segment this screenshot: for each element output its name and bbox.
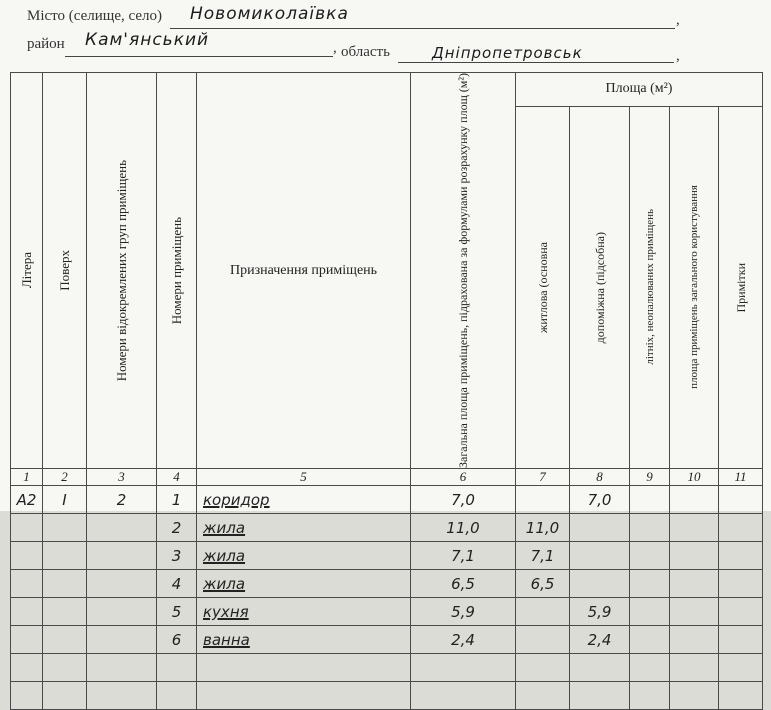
room-number-cell: 4	[157, 570, 197, 598]
litera-cell	[11, 598, 43, 626]
common-area-cell	[670, 542, 719, 570]
table-row	[11, 626, 763, 654]
floor-cell	[43, 598, 87, 626]
purpose-cell: коридор	[197, 486, 411, 514]
living-area-cell	[516, 682, 570, 710]
locality-value: Новомиколаївка	[190, 4, 349, 24]
living-area-cell	[516, 626, 570, 654]
floor-cell	[43, 542, 87, 570]
floor-cell	[43, 626, 87, 654]
floor-cell	[43, 654, 87, 682]
col-header-group-numbers: Номери відокремлених груп приміщень	[87, 73, 157, 469]
common-area-cell	[670, 486, 719, 514]
table-row	[11, 654, 763, 682]
summer-area-cell	[630, 654, 670, 682]
table-row	[11, 570, 763, 598]
common-area-cell	[670, 682, 719, 710]
floor-cell	[43, 514, 87, 542]
purpose-cell: жила	[197, 570, 411, 598]
living-area-cell	[516, 486, 570, 514]
notes-cell	[719, 682, 763, 710]
group-cell	[87, 682, 157, 710]
table-row	[11, 682, 763, 710]
common-area-cell	[670, 598, 719, 626]
litera-cell	[11, 514, 43, 542]
purpose-cell	[197, 682, 411, 710]
region-label: область	[341, 44, 390, 60]
locality-label: Місто (селище, село)	[27, 8, 162, 24]
total-area-cell	[411, 682, 516, 710]
col-header-area-group: Площа (м²)	[516, 73, 763, 107]
common-area-cell	[670, 654, 719, 682]
floor-cell	[43, 682, 87, 710]
region-value: Дніпропетровськ	[432, 44, 583, 62]
group-cell: 2	[87, 486, 157, 514]
table-row	[11, 542, 763, 570]
aux-area-cell: 5,9	[570, 598, 630, 626]
purpose-cell: жила	[197, 514, 411, 542]
total-area-cell: 5,9	[411, 598, 516, 626]
total-area-cell	[411, 654, 516, 682]
group-cell	[87, 570, 157, 598]
col-header-living: житлова (основна	[516, 106, 570, 468]
table-row	[11, 486, 763, 514]
table-row	[11, 514, 763, 542]
summer-area-cell	[630, 626, 670, 654]
litera-cell	[11, 654, 43, 682]
common-area-cell	[670, 570, 719, 598]
summer-area-cell	[630, 514, 670, 542]
common-area-cell	[670, 514, 719, 542]
notes-cell	[719, 626, 763, 654]
aux-area-cell	[570, 570, 630, 598]
living-area-cell: 11,0	[516, 514, 570, 542]
floor-cell	[43, 570, 87, 598]
col-header-room-numbers: Номери приміщень	[157, 73, 197, 469]
col-header-auxiliary: допоміжна (підсобна)	[570, 106, 630, 468]
col-header-notes: Примітки	[719, 106, 763, 468]
litera-cell	[11, 542, 43, 570]
room-number-cell: 2	[157, 514, 197, 542]
district-underline	[65, 56, 333, 57]
group-cell	[87, 654, 157, 682]
room-number-cell: 1	[157, 486, 197, 514]
region-comma: ,	[676, 48, 680, 64]
summer-area-cell	[630, 486, 670, 514]
col-header-common: площа приміщень загального користування	[670, 106, 719, 468]
col-header-floor: Поверх	[43, 73, 87, 469]
purpose-cell	[197, 654, 411, 682]
summer-area-cell	[630, 682, 670, 710]
column-number-row: 1 2 3 4 5 6 7 8 9 10 11	[11, 469, 763, 486]
group-cell	[87, 598, 157, 626]
locality-underline	[170, 28, 675, 29]
notes-cell	[719, 570, 763, 598]
living-area-cell	[516, 654, 570, 682]
room-number-cell	[157, 654, 197, 682]
col-header-total-area: Загальна площа приміщень, підрахована за формулами розрахунку площ (м²)	[411, 73, 516, 469]
living-area-cell: 6,5	[516, 570, 570, 598]
litera-cell	[11, 570, 43, 598]
aux-area-cell: 2,4	[570, 626, 630, 654]
purpose-cell: кухня	[197, 598, 411, 626]
aux-area-cell	[570, 654, 630, 682]
purpose-cell: жила	[197, 542, 411, 570]
common-area-cell	[670, 626, 719, 654]
district-label: район	[27, 36, 65, 52]
room-number-cell: 3	[157, 542, 197, 570]
group-cell	[87, 626, 157, 654]
table-row	[11, 598, 763, 626]
notes-cell	[719, 514, 763, 542]
aux-area-cell: 7,0	[570, 486, 630, 514]
rooms-table	[10, 72, 763, 710]
aux-area-cell	[570, 542, 630, 570]
room-number-cell: 5	[157, 598, 197, 626]
col-header-litera: Літера	[11, 73, 43, 469]
total-area-cell: 7,1	[411, 542, 516, 570]
purpose-cell: ванна	[197, 626, 411, 654]
notes-cell	[719, 598, 763, 626]
district-comma: ,	[333, 40, 337, 56]
litera-cell: А2	[11, 486, 43, 514]
notes-cell	[719, 486, 763, 514]
summer-area-cell	[630, 542, 670, 570]
room-number-cell: 6	[157, 626, 197, 654]
col-header-summer: літніх, неопалюваних приміщень	[630, 106, 670, 468]
district-value: Кам'янський	[85, 30, 210, 50]
litera-cell	[11, 682, 43, 710]
aux-area-cell	[570, 514, 630, 542]
total-area-cell: 2,4	[411, 626, 516, 654]
living-area-cell: 7,1	[516, 542, 570, 570]
notes-cell	[719, 542, 763, 570]
region-underline	[398, 62, 674, 63]
aux-area-cell	[570, 682, 630, 710]
col-header-purpose: Призначення приміщень	[197, 73, 411, 469]
room-number-cell	[157, 682, 197, 710]
group-cell	[87, 542, 157, 570]
living-area-cell	[516, 598, 570, 626]
locality-comma: ,	[676, 12, 680, 28]
summer-area-cell	[630, 598, 670, 626]
total-area-cell: 11,0	[411, 514, 516, 542]
litera-cell	[11, 626, 43, 654]
summer-area-cell	[630, 570, 670, 598]
total-area-cell: 7,0	[411, 486, 516, 514]
group-cell	[87, 514, 157, 542]
notes-cell	[719, 654, 763, 682]
floor-cell: I	[43, 486, 87, 514]
total-area-cell: 6,5	[411, 570, 516, 598]
